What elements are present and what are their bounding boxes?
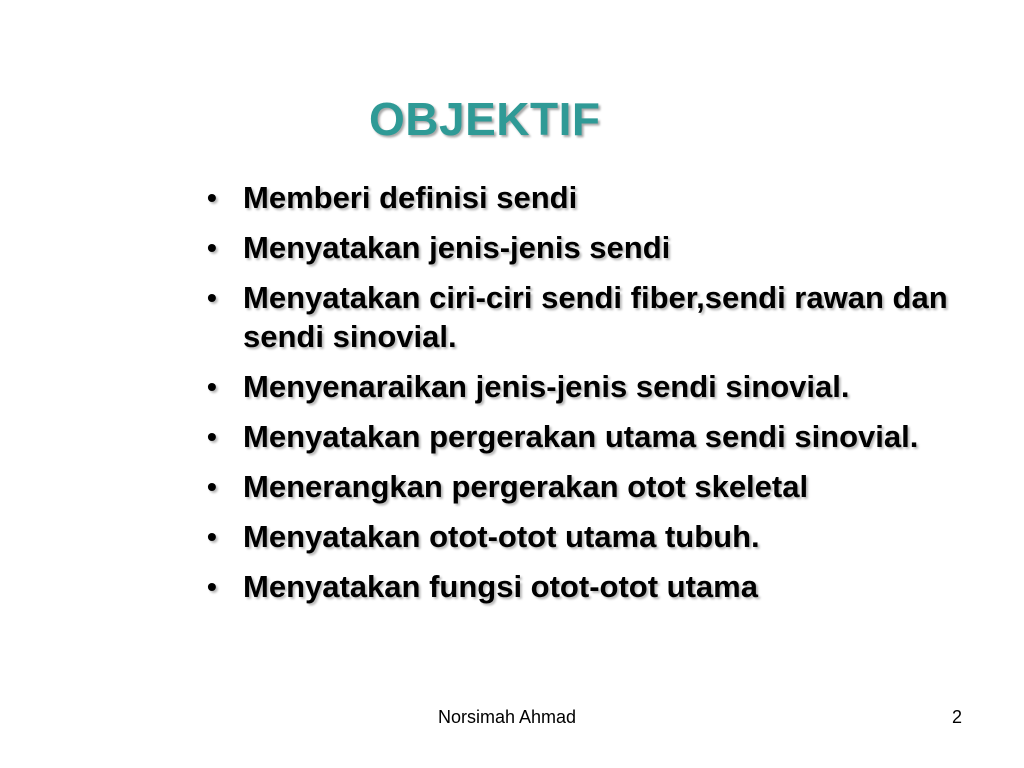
- footer-author: Norsimah Ahmad: [438, 707, 577, 727]
- list-item: [207, 278, 967, 356]
- list-item-text: Menerangkan pergerakan otot skeletal: [243, 469, 809, 504]
- objectives-list: [207, 178, 967, 617]
- list-item-text: Menyatakan jenis-jenis sendi: [243, 230, 671, 265]
- bullet-icon: •: [207, 182, 217, 213]
- list-item-text: Menyatakan ciri-ciri sendi fiber,sendi rawan dan sendi sinovial.: [243, 280, 948, 354]
- list-item-text: Menyatakan otot-otot utama tubuh.: [243, 519, 760, 554]
- bullet-icon: •: [207, 421, 217, 452]
- list-item: [207, 178, 967, 217]
- list-item-text: Menyatakan pergerakan utama sendi sinovial.: [243, 419, 919, 454]
- list-item: [207, 517, 967, 556]
- bullet-icon: •: [207, 282, 217, 313]
- list-item-text: Menyenaraikan jenis-jenis sendi sinovial.: [243, 369, 850, 404]
- bullet-icon: •: [207, 371, 217, 402]
- list-item: [207, 367, 967, 406]
- slide-title: OBJEKTIF: [369, 93, 601, 145]
- list-item: [207, 228, 967, 267]
- bullet-icon: •: [207, 571, 217, 602]
- list-item: [207, 417, 967, 456]
- bullet-icon: •: [207, 471, 217, 502]
- list-item: [207, 467, 967, 506]
- list-item: [207, 567, 967, 606]
- bullet-icon: •: [207, 232, 217, 263]
- list-item-text: Menyatakan fungsi otot-otot utama: [243, 569, 758, 604]
- page-number: 2: [952, 707, 963, 727]
- list-item-text: Memberi definisi sendi: [243, 180, 578, 215]
- bullet-icon: •: [207, 521, 217, 552]
